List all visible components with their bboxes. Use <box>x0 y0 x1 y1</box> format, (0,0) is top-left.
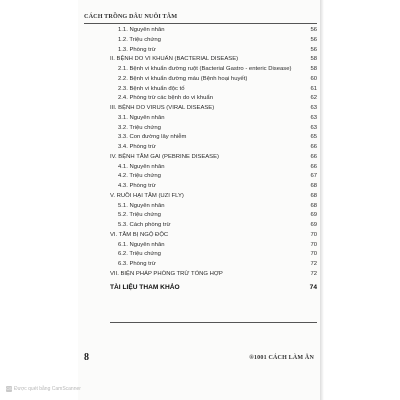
toc-entry-page: 66 <box>310 163 317 170</box>
table-of-contents <box>110 26 317 295</box>
toc-entry <box>110 202 317 212</box>
toc-references-entry <box>110 281 317 295</box>
toc-entry-title: 3.4. Phòng trừ <box>118 144 156 150</box>
toc-entry <box>110 231 317 241</box>
toc-entry-page: 63 <box>310 105 317 111</box>
toc-entry-page: 68 <box>310 192 317 199</box>
toc-end-rule <box>110 322 317 323</box>
toc-entry-page: 70 <box>310 231 317 238</box>
toc-entry-page: 65 <box>310 134 317 141</box>
toc-entry-page: 68 <box>310 202 317 209</box>
toc-entry-title: 6.3. Phòng trừ <box>118 261 156 267</box>
toc-entry-page: 69 <box>310 222 317 228</box>
toc-entry-title: 3.1. Nguyên nhân <box>118 114 165 121</box>
toc-entry <box>110 85 317 95</box>
toc-entry-title: 1.2. Triệu chứng <box>118 36 161 43</box>
toc-entry <box>110 46 317 56</box>
running-head: CÁCH TRỒNG DÂU NUÔI TẰM <box>84 13 178 20</box>
toc-entry-title: VII. BIỆN PHÁP PHÒNG TRỪ TỔNG HỢP <box>110 270 223 277</box>
toc-entry <box>110 133 317 143</box>
toc-entry-title: II. BỆNH DO VI KHUẨN (BACTERIAL DISEASE) <box>110 56 239 63</box>
toc-entry-title: 4.3. Phòng trừ <box>118 183 156 189</box>
toc-entry-title: 6.2. Triệu chứng <box>118 251 161 258</box>
toc-entry-page: 72 <box>310 261 317 267</box>
toc-entry-page: 62 <box>310 95 317 102</box>
toc-entry <box>110 260 317 270</box>
toc-entry <box>110 65 317 75</box>
references-page: 74 <box>309 283 317 291</box>
toc-entry <box>110 192 317 202</box>
references-title: TÀI LIỆU THAM KHẢO <box>110 283 180 291</box>
toc-entry-page: 60 <box>310 75 317 82</box>
toc-entry-page: 72 <box>310 270 317 277</box>
toc-entry-page: 66 <box>310 144 317 150</box>
toc-entry-title: III. BỆNH DO VIRUS (VIRAL DISEASE) <box>110 105 215 111</box>
watermark-text: Được quét bằng CamScanner <box>14 386 81 392</box>
toc-entry <box>110 124 317 134</box>
toc-entry-title: 2.3. Bệnh vi khuẩn độc tố <box>118 85 185 92</box>
toc-entry-title: 5.3. Cách phòng trừ <box>118 222 171 228</box>
scanner-watermark <box>6 386 81 392</box>
toc-entry <box>110 36 317 46</box>
series-brand: ®1001 CÁCH LÀM ĂN <box>249 355 314 361</box>
toc-entry-page: 70 <box>310 251 317 258</box>
toc-entry-page: 58 <box>310 56 317 63</box>
toc-entry-title: IV. BỆNH TẰM GAI (PEBRINE DISEASE) <box>110 153 220 160</box>
toc-entry-page: 56 <box>310 27 317 33</box>
toc-entry-title: 6.1. Nguyên nhân <box>118 241 165 248</box>
toc-entry-title: V. RUỒI HẠI TẰM (UZI FLY) <box>110 192 184 199</box>
toc-entry-page: 66 <box>310 153 317 160</box>
toc-entry-title: 2.1. Bệnh vi khuẩn đường ruột (Bacterial Gastro - enteric Disease) <box>118 66 292 72</box>
header-rule <box>84 23 317 24</box>
toc-entry-page: 56 <box>310 46 317 53</box>
toc-entry-title: 5.2. Triệu chứng <box>118 212 161 219</box>
toc-entry <box>110 182 317 192</box>
page-edge-shadow <box>320 0 324 400</box>
toc-entry <box>110 211 317 221</box>
toc-entry-title: VI. TẰM BỊ NGỘ ĐỘC <box>110 231 169 238</box>
toc-entry <box>110 114 317 124</box>
toc-entry-title: 5.1. Nguyên nhân <box>118 202 165 209</box>
toc-entry-page: 61 <box>310 85 317 92</box>
toc-entry <box>110 153 317 163</box>
toc-entry-title: 2.2. Bệnh vi khuẩn đường máu (Bệnh hoại huyết) <box>118 75 248 82</box>
toc-entry-title: 1.1. Nguyên nhân <box>118 27 165 33</box>
toc-entry-page: 56 <box>310 36 317 43</box>
toc-entry-page: 67 <box>310 173 317 180</box>
toc-entry-page: 70 <box>310 241 317 248</box>
toc-entry-title: 3.3. Con đường lây nhiễm <box>118 134 187 141</box>
toc-entry <box>110 94 317 104</box>
camscanner-logo-icon: CS <box>6 387 12 391</box>
toc-entry-title: 4.2. Triệu chứng <box>118 173 161 180</box>
toc-entry-title: 2.4. Phòng trừ các bệnh do vi khuẩn <box>118 95 213 102</box>
toc-entry <box>110 26 317 36</box>
toc-entry-title: 4.1. Nguyên nhân <box>118 163 165 170</box>
toc-entry <box>110 241 317 251</box>
toc-entry-page: 58 <box>310 66 317 72</box>
page-number: 8 <box>84 352 89 363</box>
toc-entry <box>110 104 317 114</box>
toc-entry <box>110 172 317 182</box>
toc-entry-page: 63 <box>310 124 317 131</box>
toc-entry <box>110 75 317 85</box>
toc-entry-page: 63 <box>310 114 317 121</box>
toc-entry-title: 1.3. Phòng trừ <box>118 46 156 53</box>
toc-entry <box>110 250 317 260</box>
toc-entry <box>110 55 317 65</box>
toc-entry <box>110 163 317 173</box>
toc-entry-page: 69 <box>310 212 317 219</box>
toc-entry <box>110 143 317 153</box>
toc-entry-page: 68 <box>310 183 317 189</box>
toc-entry <box>110 221 317 231</box>
toc-entry <box>110 270 317 280</box>
toc-entry-title: 3.2. Triệu chứng <box>118 124 161 131</box>
